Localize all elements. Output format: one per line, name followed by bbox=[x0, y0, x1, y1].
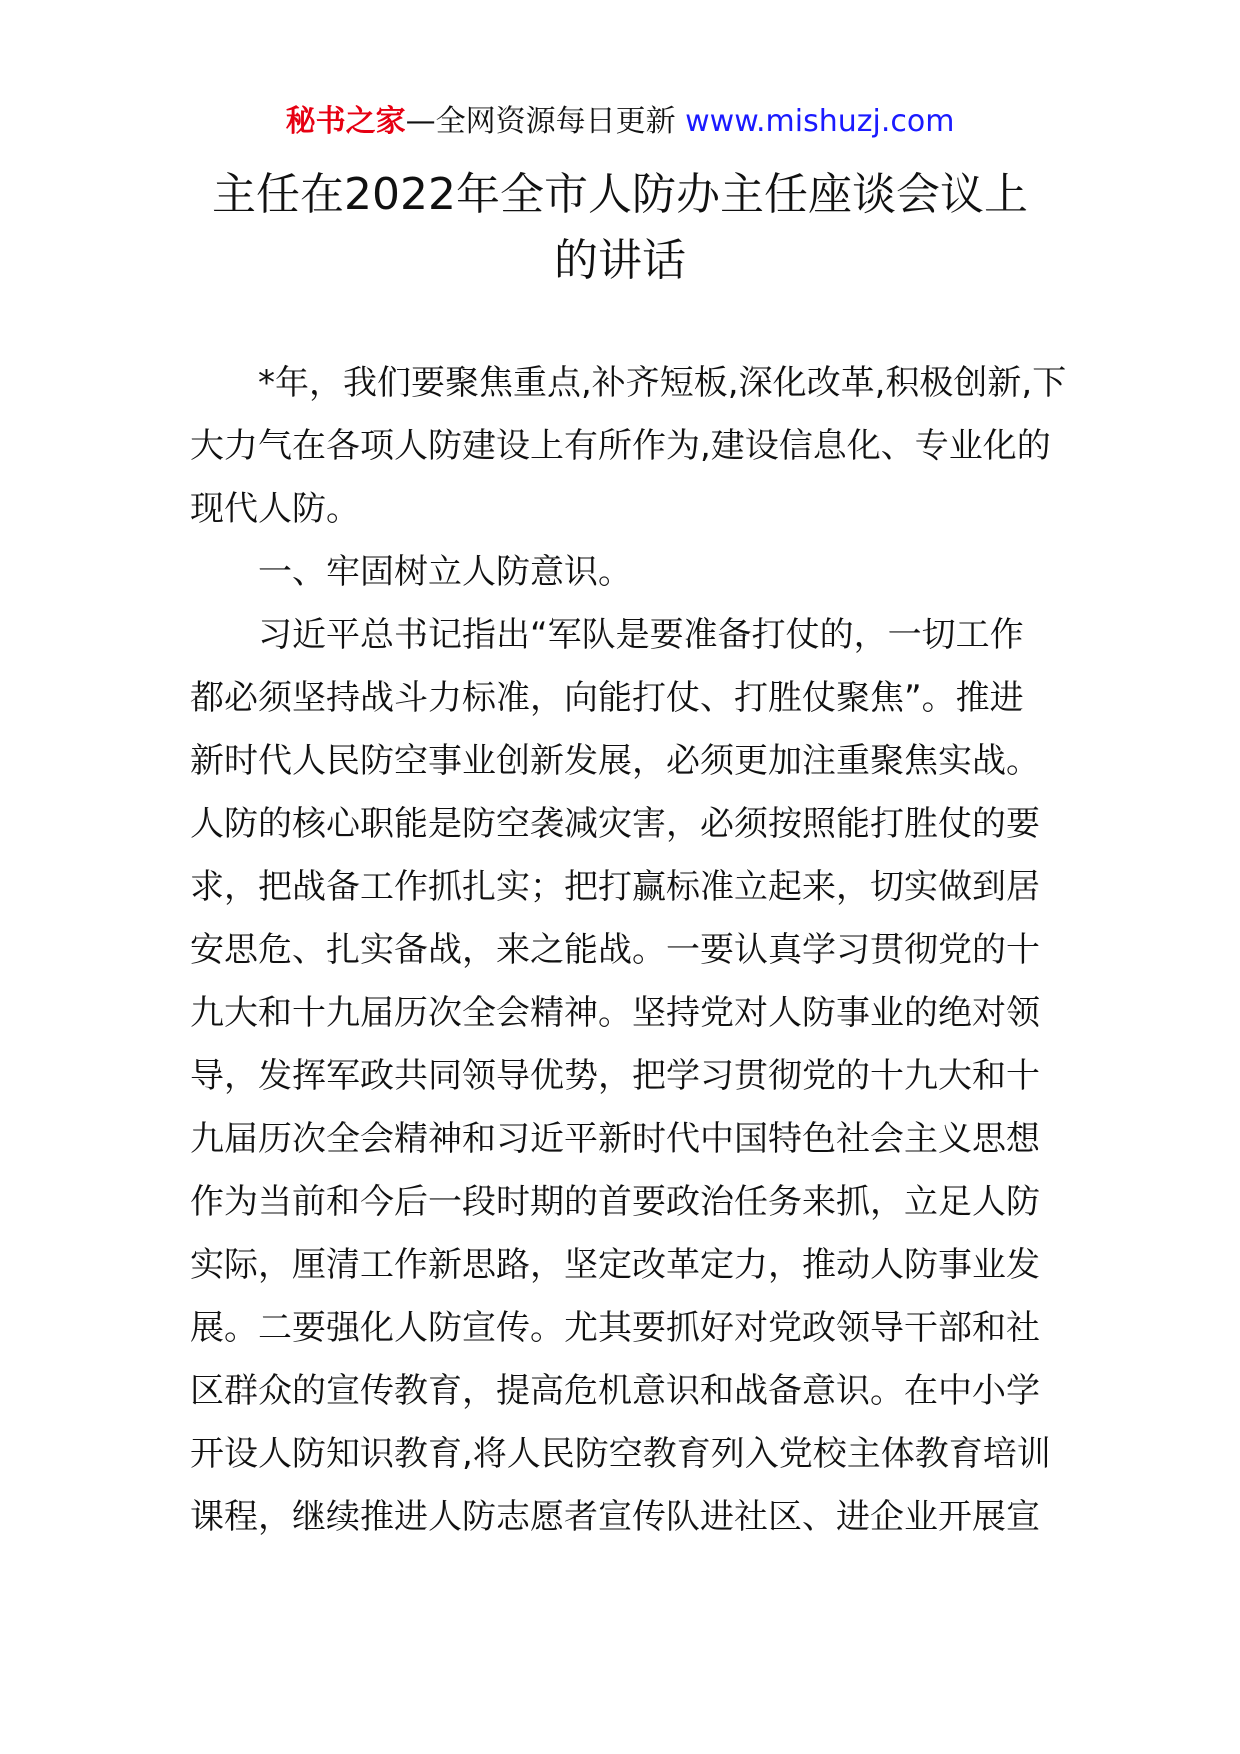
paragraph-line: 课程，继续推进人防志愿者宣传队进社区、进企业开展宣 bbox=[190, 1497, 1040, 1537]
paragraph-line: 展。二要强化人防宣传。尤其要抓好对党政领导干部和社 bbox=[190, 1308, 1040, 1348]
paragraph-line: 导，发挥军政共同领导优势，把学习贯彻党的十九大和十 bbox=[190, 1056, 1040, 1096]
title-line: 主任在2022年全市人防办主任座谈会议上 bbox=[212, 169, 1028, 220]
site-url-link[interactable]: www.mishuzj.com bbox=[685, 104, 955, 139]
paragraph-line: 九大和十九届历次全会精神。坚持党对人防事业的绝对领 bbox=[190, 993, 1040, 1033]
paragraph-line: 大力气在各项人防建设上有所作为,建设信息化、专业化的 bbox=[190, 426, 1051, 466]
section-heading: 一、牢固树立人防意识。 bbox=[258, 552, 632, 592]
paragraph-line: 实际，厘清工作新思路，坚定改革定力，推动人防事业发 bbox=[190, 1245, 1040, 1285]
paragraph-line: 习近平总书记指出“军队是要准备打仗的，一切工作 bbox=[258, 615, 1024, 655]
paragraph-line: 开设人防知识教育,将人民防空教育列入党校主体教育培训 bbox=[190, 1434, 1051, 1474]
paragraph-line: 区群众的宣传教育，提高危机意识和战备意识。在中小学 bbox=[190, 1371, 1040, 1411]
paragraph-line: 新时代人民防空事业创新发展，必须更加注重聚焦实战。 bbox=[190, 741, 1040, 781]
paragraph-line: 人防的核心职能是防空袭减灾害，必须按照能打胜仗的要 bbox=[190, 804, 1040, 844]
document-body bbox=[190, 352, 1067, 1549]
document-title bbox=[150, 162, 1090, 294]
title-line: 的讲话 bbox=[554, 235, 686, 286]
paragraph-line: 现代人防。 bbox=[190, 489, 360, 529]
paragraph-line: 安思危、扎实备战，来之能战。一要认真学习贯彻党的十 bbox=[190, 930, 1040, 970]
paragraph-line: 作为当前和今后一段时期的首要政治任务来抓，立足人防 bbox=[190, 1182, 1040, 1222]
site-tagline: —全网资源每日更新 bbox=[405, 104, 676, 139]
paragraph-line: 求，把战备工作抓扎实；把打赢标准立起来，切实做到居 bbox=[190, 867, 1040, 907]
site-header bbox=[0, 100, 1240, 144]
site-brand: 秘书之家 bbox=[285, 104, 406, 139]
paragraph-line: *年，我们要聚焦重点,补齐短板,深化改革,积极创新,下 bbox=[258, 363, 1067, 403]
paragraph-line: 都必须坚持战斗力标准，向能打仗、打胜仗聚焦”。推进 bbox=[190, 678, 1024, 718]
paragraph-line: 九届历次全会精神和习近平新时代中国特色社会主义思想 bbox=[190, 1119, 1040, 1159]
